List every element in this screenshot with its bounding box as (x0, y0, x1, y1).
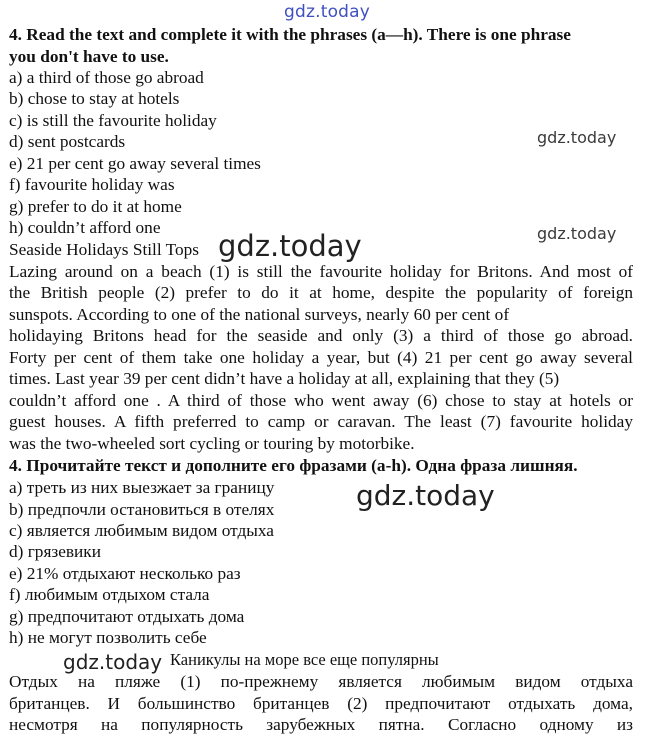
task-heading-en-line2: you don't have to use. (9, 47, 169, 66)
option-ru-e: e) 21% отдыхают несколько раз (9, 564, 241, 583)
option-en-g: g) prefer to do it at home (9, 197, 182, 216)
watermark-large-2: gdz.today (356, 479, 495, 512)
text-en-line1: Lazing around on a beach (1) is still the favourite holiday for Britons. And most of (9, 262, 633, 281)
option-ru-g: g) предпочитают отдыхать дома (9, 607, 245, 626)
option-ru-c: c) является любимым видом отдыха (9, 521, 274, 540)
option-en-a: a) a third of those go abroad (9, 68, 204, 87)
text-en-line9: was the two-wheeled sort cycling or touring by motorbike. (9, 434, 415, 453)
text-title-en: Seaside Holidays Still Tops (9, 240, 200, 259)
text-en-line2: the British people (2) prefer to do it at home, despite the popularity of foreign (9, 283, 633, 302)
text-title-ru: Каникулы на море все еще популярны (170, 650, 439, 669)
watermark-small-2: gdz.today (537, 224, 617, 243)
option-en-f: f) favourite holiday was (9, 175, 175, 194)
text-ru-line3: несмотря на популярность зарубежных пятна. Согласно одному из (9, 715, 633, 734)
option-en-e: e) 21 per cent go away several times (9, 154, 261, 173)
option-en-c: c) is still the favourite holiday (9, 111, 217, 130)
option-ru-a: а) треть из них выезжает за границу (9, 478, 275, 497)
task-heading-ru: 4. Прочитайте текст и дополните его фразами (a-h). Одна фраза лишняя. (9, 456, 578, 475)
text-en-line3: sunspots. According to one of the national surveys, nearly 60 per cent of (9, 305, 510, 324)
text-ru-line1: Отдых на пляже (1) по-прежнему является любимым видом отдыха (9, 672, 633, 691)
text-en-line6: times. Last year 39 per cent didn’t have a holiday at all, explaining that they (5) (9, 369, 560, 388)
text-en-line7: couldn’t afford one . A third of those who went away (6) chose to stay at hotels or (9, 391, 633, 410)
option-ru-h: h) не могут позволить себе (9, 628, 207, 647)
text-en-line8: guest houses. A fifth preferred to camp or caravan. The least (7) favourite holiday (9, 412, 633, 431)
option-en-d: d) sent postcards (9, 132, 126, 151)
text-ru-line2: британцев. И большинство британцев (2) предпочитают отдыхать дома, (9, 694, 633, 713)
text-en-line5: Forty per cent of them take one holiday a year, but (4) 21 per cent go away several (9, 348, 633, 367)
option-en-h: h) couldn’t afford one (9, 218, 161, 237)
task-heading-en-line1: 4. Read the text and complete it with the phrases (a—h). There is one phrase (9, 25, 571, 44)
option-ru-d: d) грязевики (9, 542, 101, 561)
watermark-medium-1: gdz.today (63, 650, 163, 674)
option-en-b: b) chose to stay at hotels (9, 89, 180, 108)
text-en-line4: holidaying Britons head for the seaside and only (3) a third of those go abroad. (9, 326, 633, 345)
option-ru-f: f) любимым отдыхом стала (9, 585, 210, 604)
watermark-large-1: gdz.today (218, 229, 362, 263)
watermark-top: gdz.today (284, 2, 371, 22)
watermark-small-1: gdz.today (537, 128, 617, 147)
option-ru-b: b) предпочли остановиться в отелях (9, 500, 275, 519)
